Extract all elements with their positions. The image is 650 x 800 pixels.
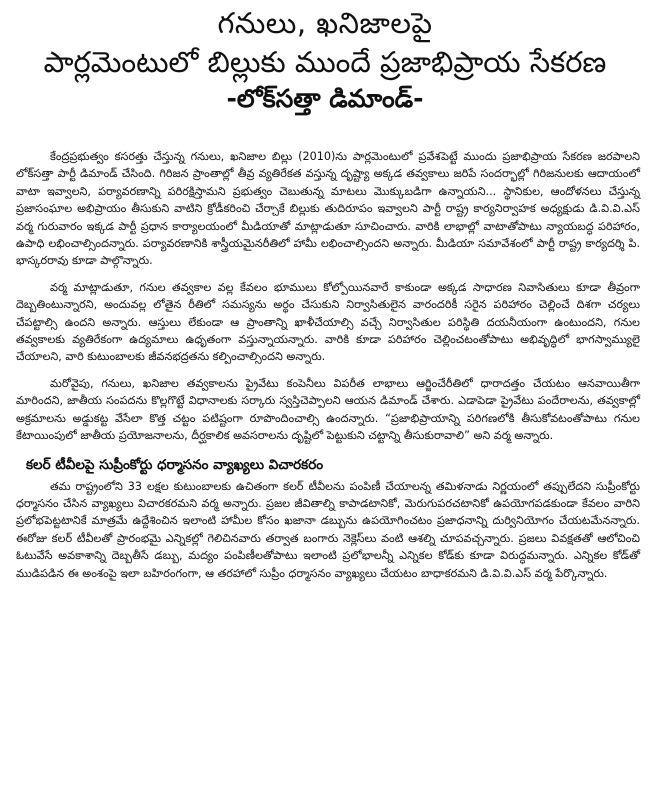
headline-line-1: గనులు, ఖనిజాలపై [217,6,433,40]
paragraph-4: తమ రాష్ట్రంలోని 33 లక్షల కుటుంబాలకు ఉచితంగా కలర్ టీవీలను పంపిణీ చేయాలన్న తమిళనాడు నిర్ణయంలో తప్పులేదని సుప్రీంకోర్టు ధర్మాసనం చేసిన వ్యాఖ్యలు విచారకరమని వర్మ అన్నారు. ప్రజల జీవితాల్ని కాపాడటానికో, మెరుగుపరచటానికో ఉపయోగపడకుండా కేవలం వారిని ప్రలోభపెట్టటానికే మాత్రమే ఉద్దేశించిన ఇలాంటి హామీల కోసం ఖజానా డబ్బును ఉపయోగించటం ప్రజాధనాన్ని దుర్వినియోగం చేయటమేనన్నారు. ఈరోజు కలర్ టీవీలతో ప్రారంభమై ఎన్నికల్లో గెలిచినవారు తర్వాత బంగారు నెక్లెస్‌లు వంటి ఆశల్ని చూపవచ్చన్నారు. ప్రజలు వివక్షతతో ఆలోచించి ఓటువేసే అవకాశాన్ని దెబ్బతీసే డబ్బు, మద్యం పంపిణీలతోపాటు ఇలాంటి ప్రలోభాలన్నీ ఎన్నికల కోడ్‌కు కూడా విరుద్ధమన్నారు. ఎన్నికల కోడ్‌తో ముడిపడిన ఈ అంశంపై ఇలా బహిరంగంగా, ఆ తరహాలో సుప్రీం ధర్మాసనం వ్యాఖ్యలు చేయటం బాధాకరమని డి.వి.వి.ఎస్ వర్మ పేర్కొన్నారు. [16,479,640,580]
article-body [16,148,640,582]
paragraph-1: కేంద్రప్రభుత్వం కసరత్తు చేస్తున్న గనులు, ఖనిజాల బిల్లు (2010)ను పార్లమెంటులో ప్రవేశపెట్టే ముందు ప్రజాభిప్రాయ సేకరణ జరపాలని లోక్‌సత్తా పార్టీ డిమాండ్ చేసింది. గిరిజన ప్రాంతాల్లో తీవ్ర వ్యతిరేకత వస్తున్న దృష్ట్యా అక్కడ తవ్వకాలు జరిపే సందర్భాల్లో గిరిజనులకు ఆదాయంలో వాటా ఇవ్వాలని, పర్యావరణాన్ని పరిరక్షిస్తామని ప్రభుత్వం చెబుతున్న మాటలు మొక్కుబడిగా ఉన్నాయని... స్థానికుల, ఆందోళనలు చేస్తున్న ప్రజాసంఘాల అభిప్రాయం తీసుకుని వాటిని క్రోడీకరించి చేర్చాకే బిల్లుకు తుదిరూపం ఇవ్వాలని పార్టీ రాష్ట్ర కార్యనిర్వాహక అధ్యక్షుడు డి.వి.వి.ఎస్ వర్మ గురువారం ఇక్కడ పార్టీ ప్రధాన కార్యాలయంలో మీడియాతో మాట్లాడుతూ సూచించారు. వారికి లాభాల్లో వాటాతోపాటు న్యాయబద్ధ పరిహారం, ఉపాధి లభించాల్సిందన్నారు. పర్యావరణానికి శాస్త్రీయమైనరీతిలో హామీ లభించాల్సిందని అన్నారు. మీడియా సమావేశంలో పార్టీ రాష్ట్ర కార్యదర్శి పి. భాస్కరరావు కూడా పాల్గొన్నారు. [16,150,640,268]
subheading: కలర్ టీవీలపై సుప్రీంకోర్టు ధర్మాసనం వ్యాఖ్యలు విచారకరం [26,456,324,473]
paragraph-3: మరోవైపు, గనులు, ఖనిజాల తవ్వకాలను ప్రైవేటు కంపెనీలు విపరీత లాభాలు ఆర్జించేరీతిలో ధారాదత్తం చేయటం ఆనవాయితీగా మారిందని, జాతీయ సంపదను కొల్లగొట్టే విధానాలకు సర్కారు స్వస్తిచెప్పాలని ఆయన డిమాండ్ చేశారు. ఎడాపెడా ప్రైవేటు పందేరాలను, తవ్వకాల్లో అక్రమాలను అడ్డుకట్ట వేసేలా కొత్త చట్టం పటిష్టంగా రూపొందించాల్సి ఉందన్నారు. “ప్రజాభిప్రాయాన్ని పరిగణలోకి తీసుకోవటంతోపాటు గనుల కేటాయింపులో జాతీయ ప్రయోజనాలను, దీర్ఘకాలిక అవసరాలను దృష్టిలో పెట్టుకుని చట్టాన్ని తీసుకురావాలి” అని వర్మ అన్నారు. [16,376,640,443]
headline-line-3: -లోక్‌సత్తా డిమాండ్- [226,84,424,113]
headline-block [0,4,650,116]
headline-line-2: పార్లమెంటులో బిల్లుకు ముందే ప్రజాభిప్రాయ సేకరణ [43,45,607,79]
paragraph-2: వర్మ మాట్లాడుతూ, గనుల తవ్వకాల వల్ల కేవలం భూములు కోల్పోయినవారే కాకుండా అక్కడ సాధారణ నివాసితులు కూడా తీవ్రంగా దెబ్బతింటున్నారని, అందువల్ల లోతైన రీతిలో సమస్యను అర్థం చేసుకుని నిర్వాసితులైన వారందరికీ సరైన పరిహారం చెల్లించే దిశగా చర్యలు చేపట్టాల్సి ఉందని అన్నారు. ఆస్తులు లేకుండా ఆ ప్రాంతాన్ని ఖాళీచేయాల్సి వచ్చే నిర్వాసితుల పరిస్థితి దయనీయంగా ఉంటుందని, గనుల తవ్వకాలకు వ్యతిరేకంగా ఉద్యమాలు ఉధృతంగా వస్తున్నాయన్నారు. వారికి కూడా పరిహారం చెల్లించటంతోపాటు అభివృద్ధిలో భాగస్వామ్యులై చేయాలని, వారి కుటుంబాలకు జీవనభద్రతను కల్పించాల్సిందని అన్నారు. [16,280,640,364]
